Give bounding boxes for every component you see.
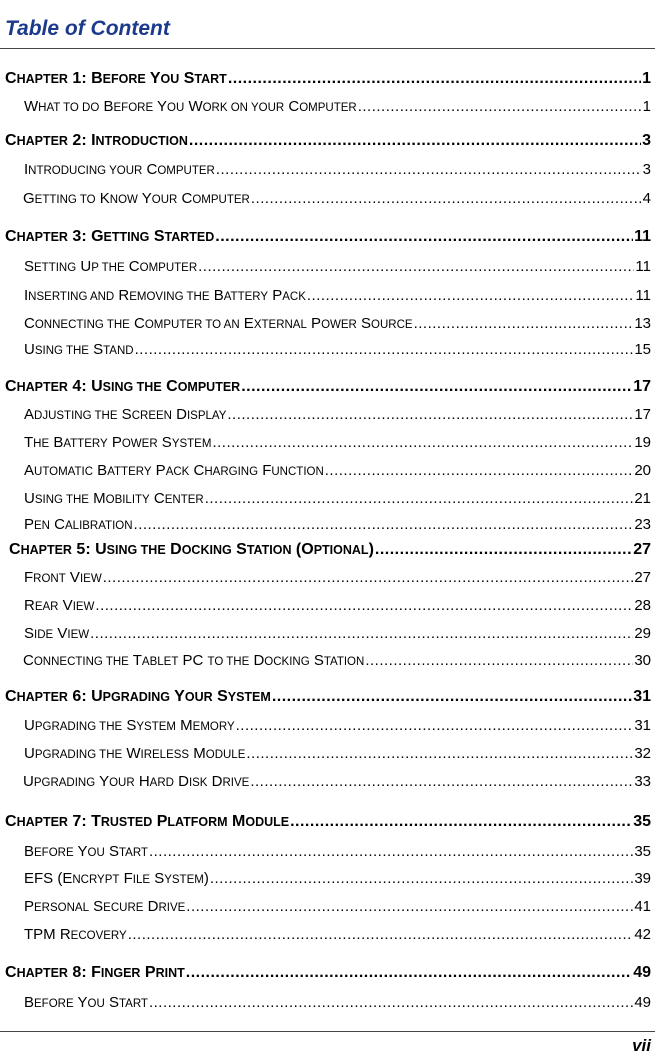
toc-leader-dots [186, 898, 633, 915]
toc-page-number: 13 [634, 315, 651, 332]
toc-page-number: 27 [634, 569, 651, 586]
toc-chapter-entry[interactable] [5, 813, 651, 831]
toc-page-number: 4 [642, 190, 651, 207]
toc-section-entry[interactable] [23, 773, 651, 790]
toc-section-entry[interactable] [24, 745, 651, 762]
toc-page-number: 21 [634, 490, 651, 507]
toc-section-entry[interactable] [24, 926, 651, 943]
toc-entry-label: BEFORE YOU START [24, 843, 148, 860]
toc-section-entry[interactable] [24, 341, 651, 358]
toc-entry-label: CHAPTER 3: GETTING STARTED [5, 228, 215, 245]
toc-page-number: 35 [634, 843, 651, 860]
toc-leader-dots [414, 315, 634, 332]
toc-page-number: 42 [634, 926, 651, 943]
toc-entry-label: CHAPTER 8: FINGER PRINT [5, 964, 185, 981]
toc-page-number: 39 [634, 870, 651, 887]
toc-leader-dots [272, 688, 632, 706]
toc-entry-label: UPGRADING THE SYSTEM MEMORY [24, 717, 235, 734]
toc-entry-label: USING THE STAND [24, 341, 134, 358]
toc-leader-dots [246, 745, 633, 762]
toc-section-entry[interactable] [24, 462, 651, 479]
bottom-rule [0, 1031, 655, 1032]
toc-page-number: 30 [634, 652, 651, 669]
toc-entry-label: CHAPTER 1: BEFORE YOU START [5, 70, 227, 87]
toc-leader-dots [227, 406, 633, 423]
toc-section-entry[interactable] [24, 434, 651, 451]
toc-entry-label: AUTOMATIC BATTERY PACK CHARGING FUNCTION [24, 462, 324, 479]
toc-entry-label: THE BATTERY POWER SYSTEM [24, 434, 212, 451]
toc-entry-label: REAR VIEW [24, 597, 95, 614]
toc-entry-label: INTRODUCING YOUR COMPUTER [24, 161, 215, 178]
toc-leader-dots [134, 516, 634, 533]
toc-leader-dots [216, 161, 642, 178]
toc-page-number: 27 [633, 541, 651, 558]
toc-leader-dots [198, 258, 634, 275]
toc-entry-label: ADJUSTING THE SCREEN DISPLAY [24, 406, 227, 423]
toc-page-number: 17 [633, 378, 651, 395]
toc-page-number: 31 [634, 717, 651, 734]
top-rule [0, 48, 655, 49]
toc-page-number: 15 [634, 341, 651, 358]
toc-section-entry[interactable] [24, 516, 651, 533]
toc-entry-label: CHAPTER 2: INTRODUCTION [5, 132, 188, 149]
toc-leader-dots [358, 98, 642, 115]
toc-page-number: 32 [634, 745, 651, 762]
toc-section-entry[interactable] [24, 569, 651, 586]
toc-page-number: 11 [635, 258, 651, 275]
toc-entry-label: CONNECTING THE TABLET PC TO THE DOCKING STATION [23, 652, 365, 669]
toc-chapter-entry[interactable] [5, 964, 651, 982]
toc-entry-label: WHAT TO DO BEFORE YOU WORK ON YOUR COMPUTER [24, 98, 357, 115]
toc-chapter-entry[interactable] [9, 541, 651, 559]
toc-leader-dots [375, 541, 632, 559]
toc-entry-label: SIDE VIEW [24, 625, 90, 642]
toc-section-entry[interactable] [24, 98, 651, 115]
toc-page-number: 49 [633, 964, 651, 981]
toc-entry-label: GETTING TO KNOW YOUR COMPUTER [23, 190, 250, 207]
toc-leader-dots [128, 926, 634, 943]
page-number: vii [632, 1036, 651, 1055]
toc-entry-label: PEN CALIBRATION [24, 516, 133, 533]
page-title: Table of Content [5, 17, 170, 40]
toc-leader-dots [325, 462, 634, 479]
toc-entry-label: EFS (ENCRYPT FILE SYSTEM) [24, 870, 209, 887]
toc-section-entry[interactable] [23, 190, 651, 207]
toc-page-number: 41 [634, 898, 651, 915]
toc-leader-dots [251, 190, 642, 207]
toc-section-entry[interactable] [23, 652, 651, 669]
toc-leader-dots [149, 843, 633, 860]
toc-chapter-entry[interactable] [5, 378, 651, 396]
toc-leader-dots [210, 870, 633, 887]
toc-section-entry[interactable] [24, 870, 651, 887]
toc-entry-label: CHAPTER 7: TRUSTED PLATFORM MODULE [5, 813, 290, 830]
toc-page-number: 1 [642, 98, 651, 115]
toc-chapter-entry[interactable] [5, 688, 651, 706]
toc-leader-dots [90, 625, 633, 642]
toc-section-entry[interactable] [24, 258, 651, 275]
toc-leader-dots [290, 813, 632, 831]
toc-entry-label: PERSONAL SECURE DRIVE [24, 898, 186, 915]
toc-page-number: 1 [642, 70, 651, 87]
toc-section-entry[interactable] [24, 717, 651, 734]
toc-entry-label: CONNECTING THE COMPUTER TO AN EXTERNAL POWER SOURCE [24, 315, 413, 332]
toc-leader-dots [149, 994, 633, 1011]
toc-section-entry[interactable] [24, 898, 651, 915]
toc-entry-label: FRONT VIEW [24, 569, 102, 586]
toc-entry-label: SETTING UP THE COMPUTER [24, 258, 198, 275]
toc-page-number: 3 [642, 161, 651, 178]
toc-page-number: 11 [635, 287, 651, 304]
toc-entry-label: UPGRADING YOUR HARD DISK DRIVE [23, 773, 250, 790]
toc-page-number: 19 [634, 434, 651, 451]
toc-leader-dots [215, 228, 633, 246]
toc-leader-dots [250, 773, 633, 790]
toc-page-number: 20 [634, 462, 651, 479]
toc-entry-label: INSERTING AND REMOVING THE BATTERY PACK [24, 287, 306, 304]
toc-page-number: 11 [634, 228, 651, 245]
toc-page-number: 23 [634, 516, 651, 533]
toc-section-entry[interactable] [24, 287, 651, 304]
toc-leader-dots [212, 434, 633, 451]
toc-section-entry[interactable] [24, 625, 651, 642]
toc-section-entry[interactable] [24, 994, 651, 1011]
toc-page-number: 33 [634, 773, 651, 790]
toc-page-number: 31 [633, 688, 651, 705]
toc-section-entry[interactable] [24, 597, 651, 614]
toc-leader-dots [307, 287, 635, 304]
toc-chapter-entry[interactable] [5, 228, 651, 246]
toc-leader-dots [186, 964, 632, 982]
toc-section-entry[interactable] [24, 161, 651, 178]
toc-page-number: 49 [634, 994, 651, 1011]
toc-entry-label: USING THE MOBILITY CENTER [24, 490, 204, 507]
toc-page-number: 35 [633, 813, 651, 830]
toc-chapter-entry[interactable] [5, 132, 651, 150]
toc-chapter-entry[interactable] [5, 70, 651, 88]
toc-section-entry[interactable] [24, 406, 651, 423]
toc-leader-dots [95, 597, 633, 614]
toc-leader-dots [135, 341, 634, 358]
toc-leader-dots [228, 70, 641, 88]
toc-section-entry[interactable] [24, 315, 651, 332]
toc-page-number: 3 [642, 132, 651, 149]
toc-leader-dots [241, 378, 632, 396]
toc-entry-label: UPGRADING THE WIRELESS MODULE [24, 745, 246, 762]
toc-page-number: 28 [634, 597, 651, 614]
toc-entry-label: CHAPTER 4: USING THE COMPUTER [5, 378, 241, 395]
toc-leader-dots [365, 652, 633, 669]
toc-leader-dots [236, 717, 634, 734]
toc-entry-label: TPM RECOVERY [24, 926, 127, 943]
toc-leader-dots [205, 490, 634, 507]
toc-section-entry[interactable] [24, 843, 651, 860]
toc-entry-label: CHAPTER 5: USING THE DOCKING STATION (OPTIONAL) [9, 541, 374, 558]
toc-page-number: 29 [634, 625, 651, 642]
toc-entry-label: CHAPTER 6: UPGRADING YOUR SYSTEM [5, 688, 271, 705]
toc-leader-dots [103, 569, 634, 586]
toc-section-entry[interactable] [24, 490, 651, 507]
toc-leader-dots [189, 132, 641, 150]
toc-entry-label: BEFORE YOU START [24, 994, 148, 1011]
toc-page-number: 17 [634, 406, 651, 423]
